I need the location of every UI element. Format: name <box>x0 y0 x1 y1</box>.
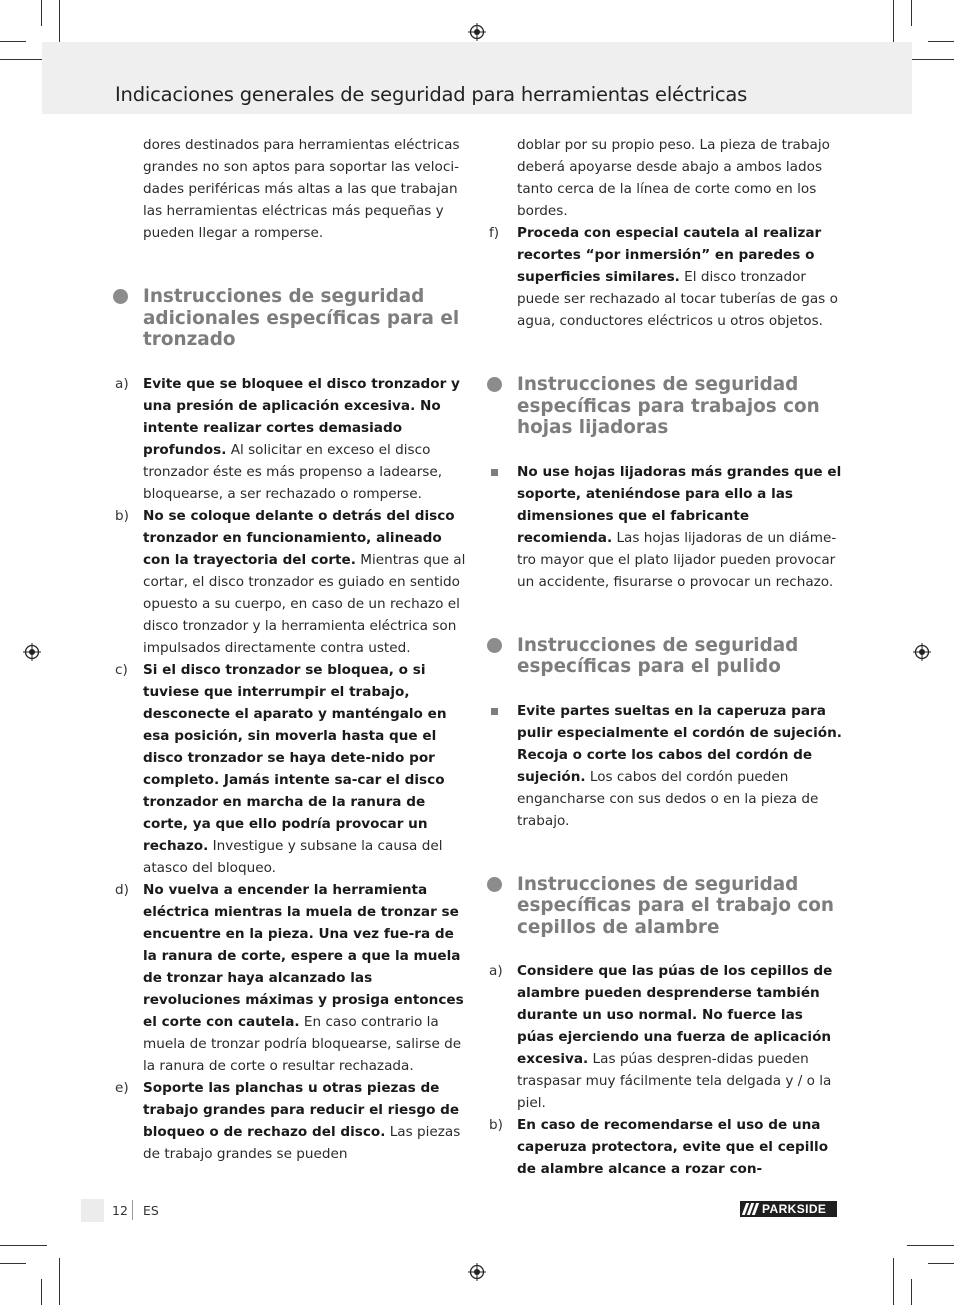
bullet-dot-icon <box>113 289 128 304</box>
square-bullet-icon <box>491 708 498 715</box>
page-number: 12 <box>112 1203 128 1218</box>
list-item-bold-text: Considere que las púas de los cepillos de alambre pueden desprenderse también durante un uso normal. No fuerce las púas ejerciendo una fuerza de aplicación excesiva. <box>517 963 833 1067</box>
section-heading-cepillos-alambre <box>486 874 842 939</box>
list-item-bold-text: No vuelva a encender la herramienta eléctrica mientras la muela de tronzar se encuentre en la pieza. Una vez fue-ra de la ranura de corte, espere a que la muela de tronzar haya alcanzado las revoluciones máximas y prosiga entonces el corte con cautela. <box>143 881 464 1030</box>
list-item-text <box>143 373 468 505</box>
list-item-text <box>517 1114 842 1180</box>
crop-mark <box>59 0 60 47</box>
list-item-normal-text: Las piezas de trabajo grandes se pueden <box>143 1123 461 1162</box>
crop-mark <box>893 1258 894 1305</box>
registration-mark-icon <box>913 643 931 661</box>
language-code: ES <box>143 1203 159 1218</box>
list-item-normal-text: Investigue y subsane la causa del atasco del bloqueo. <box>143 837 443 876</box>
bullet-dot-icon <box>487 638 502 653</box>
list-item-normal-text: Las púas despren-didas pueden traspasar muy fácilmente tela delgada y / o la piel. <box>517 1051 832 1111</box>
footer-box <box>81 1199 104 1222</box>
crop-mark <box>41 0 42 26</box>
list-item <box>486 1114 842 1180</box>
section-heading-text: Instrucciones de seguridad específicas para el pulido <box>517 634 799 677</box>
list-item-text <box>517 960 842 1114</box>
registration-mark-icon <box>468 1263 486 1281</box>
list-item-text <box>143 659 468 879</box>
list-item-text <box>517 461 842 593</box>
section-heading-tronzado <box>112 286 468 351</box>
list-marker: f) <box>489 225 500 241</box>
list-marker: d) <box>115 881 129 898</box>
list-item-bold-text: Proceda con especial cautela al realizar recortes “por inmersión” en paredes o superficies similares. <box>517 225 822 285</box>
list-item <box>486 960 842 1114</box>
pulido-instruction-list <box>486 700 842 832</box>
list-item <box>112 1077 468 1165</box>
crop-mark <box>0 59 47 60</box>
list-item <box>112 879 468 1077</box>
right-intro-paragraph: doblar por su propio peso. La pieza de trabajo deberá apoyarse desde abajo a ambos lados tanto cerca de la línea de corte como en los bordes. <box>517 137 830 219</box>
registration-mark-icon <box>23 643 41 661</box>
list-item-bold-text: Soporte las planchas u otras piezas de trabajo grandes para reducir el riesgo de bloqueo o de rechazo del disco. <box>143 1079 460 1140</box>
crop-mark <box>911 0 912 26</box>
list-item-normal-text: El disco tronzador puede ser rechazado al tocar tuberías de gas o agua, conductores eléctricos u otros objetos. <box>517 269 838 329</box>
footer-divider <box>132 1200 133 1220</box>
crop-mark <box>0 1263 26 1264</box>
list-item-bold-text: Si el disco tronzador se bloquea, o si tuviese que interrumpir el trabajo, desconecte el aparato y manténgalo en esa posición, sin moverla hasta que el disco tronzador se haya dete-nido por completo. Jamás intente sa-car el disco tronzador en marcha de la ranura de corte, ya que ello podría provocar un rechazo. <box>143 661 447 854</box>
list-marker: e) <box>115 1079 129 1096</box>
registration-mark-icon <box>468 23 486 41</box>
crop-mark <box>911 1279 912 1305</box>
list-marker: b) <box>115 507 129 524</box>
list-item-bold-text: Evite que se bloquee el disco tronzador y una presión de aplicación excesiva. No intente realizar cortes demasiado profundos. <box>143 375 460 458</box>
list-marker: a) <box>115 375 129 392</box>
section-heading-text: Instrucciones de seguridad específicas para trabajos con hojas lijadoras <box>517 374 820 438</box>
right-column <box>486 134 842 1180</box>
list-marker: c) <box>115 661 128 678</box>
list-item <box>112 505 468 659</box>
list-item <box>486 222 842 332</box>
section-heading-pulido <box>486 635 842 678</box>
list-item-normal-text: Mientras que al cortar, el disco tronzador es guiado en sentido opuesto a su cuerpo, en caso de un rechazo el disco tronzador y la herramienta eléctrica son impulsados directamente contra usted. <box>143 551 466 656</box>
crop-mark <box>907 59 954 60</box>
list-item-bold-text: Evite partes sueltas en la caperuza para pulir especialmente el cordón de sujeción. Recoja o corte los cabos del cordón de sujeción. <box>517 702 842 785</box>
bullet-dot-icon <box>487 877 502 892</box>
list-item-bold-text: En caso de recomendarse el uso de una caperuza protectora, evite que el cepillo de alambre alcance a rozar con- <box>517 1117 829 1177</box>
list-item-normal-text: Los cabos del cordón pueden engancharse con sus dedos o en la pieza de trabajo. <box>517 768 819 829</box>
list-item-normal-text: Las hojas lijadoras de un diáme-tro mayor que el plato lijador pueden provocar un accidente, fisurarse o provocar un rechazo. <box>517 529 837 590</box>
list-item-text <box>143 505 468 659</box>
crop-mark <box>893 0 894 47</box>
square-bullet-icon <box>491 469 498 476</box>
list-item-bold-text: No se coloque delante o detrás del disco tronzador en funcionamiento, alineado con la trayectoria del corte. <box>143 507 455 568</box>
brand-name: PARKSIDE <box>762 1202 827 1216</box>
brand-stripes-icon <box>740 1201 760 1217</box>
crop-mark <box>928 41 954 42</box>
page-title: Indicaciones generales de seguridad para herramientas eléctricas <box>115 83 748 106</box>
tronzado-instruction-list-continued <box>486 222 842 332</box>
left-column <box>112 134 468 1165</box>
cepillos-instruction-list <box>486 960 842 1180</box>
lijadoras-instruction-list <box>486 461 842 593</box>
crop-mark <box>41 1279 42 1305</box>
list-item <box>112 659 468 879</box>
list-marker: a) <box>489 963 503 979</box>
tronzado-instruction-list <box>112 373 468 1165</box>
list-item-text <box>517 700 842 832</box>
list-item <box>486 461 842 593</box>
bullet-dot-icon <box>487 377 502 392</box>
list-item-text <box>143 879 468 1077</box>
section-heading-hojas-lijadoras <box>486 374 842 439</box>
section-heading-text: Instrucciones de seguridad adicionales específicas para el tronzado <box>143 286 460 350</box>
crop-mark <box>0 41 26 42</box>
list-item-text <box>143 1077 468 1165</box>
crop-mark <box>907 1245 954 1246</box>
crop-mark <box>0 1245 47 1246</box>
list-item-normal-text: En caso contrario la muela de tronzar podría bloquearse, salirse de la ranura de corte o resultar rechazada. <box>143 1013 462 1074</box>
list-item-normal-text: Al solicitar en exceso el disco tronzador éste es más propenso a ladearse, bloquearse, a ser rechazado o romperse. <box>143 441 443 502</box>
brand-logo <box>740 1201 837 1217</box>
left-intro-paragraph: dores destinados para herramientas eléctricas grandes no son aptos para soportar las veloci-dades periféricas más altas a las que trabajan las herramientas eléctricas más pequeñas y pueden llegar a romperse. <box>143 137 460 241</box>
list-item <box>486 700 842 832</box>
list-item <box>112 373 468 505</box>
crop-mark <box>928 1263 954 1264</box>
list-item-bold-text: No use hojas lijadoras más grandes que el soporte, ateniéndose para ello a las dimensiones que el fabricante recomienda. <box>517 463 842 546</box>
section-heading-text: Instrucciones de seguridad específicas para el trabajo con cepillos de alambre <box>517 873 835 938</box>
list-item-text <box>517 222 842 332</box>
crop-mark <box>59 1258 60 1305</box>
list-marker: b) <box>489 1117 503 1133</box>
